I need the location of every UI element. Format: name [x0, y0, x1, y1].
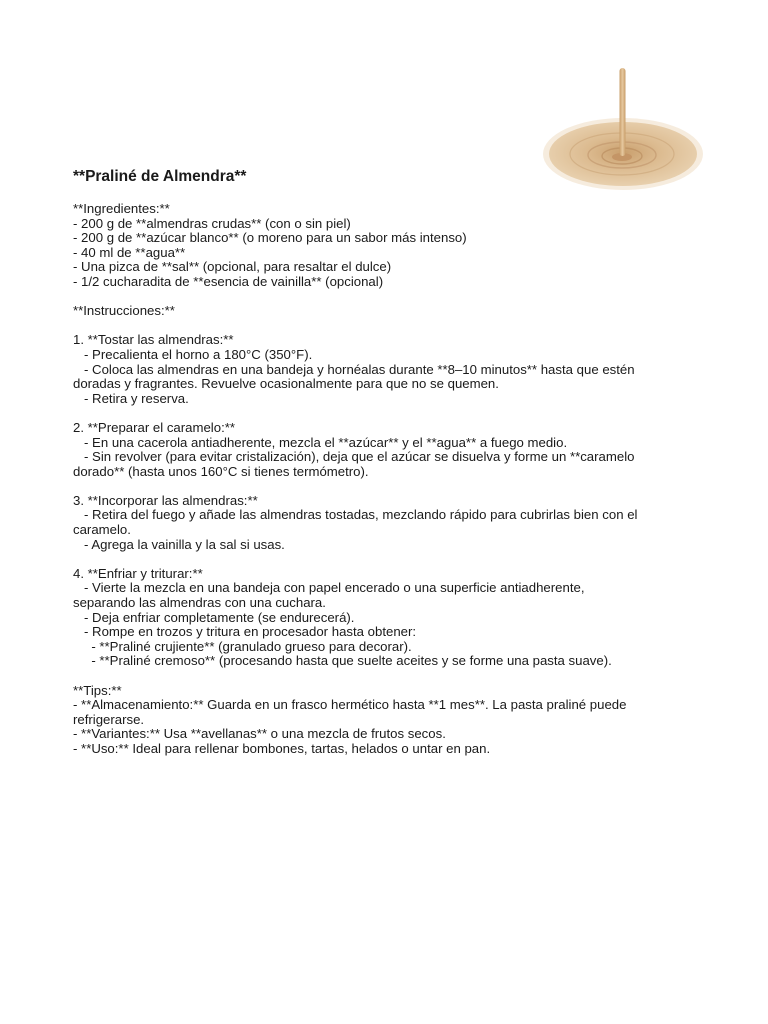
- recipe-line: **Tips:**: [73, 682, 122, 698]
- recipe-line: [73, 319, 713, 334]
- recipe-line: - Retira y reserva.: [73, 390, 189, 406]
- recipe-line: **Ingredientes:**: [73, 201, 170, 216]
- recipe-line: - Coloca las almendras en una bandeja y hornéalas durante **8–10 minutos** hasta que estén: [73, 361, 635, 377]
- recipe-line: - Retira del fuego y añade las almendras tostadas, mezclando rápido para cubrirlas bien con el: [73, 507, 638, 523]
- recipe-line: - Rompe en trozos y tritura en procesador hasta obtener:: [73, 624, 417, 640]
- recipe-line: caramelo.: [73, 522, 131, 538]
- recipe-line: - Una pizca de **sal** (opcional, para resaltar el dulce): [73, 259, 392, 275]
- recipe-line: - Deja enfriar completamente (se endurecerá).: [73, 609, 355, 625]
- recipe-line: doradas y fragrantes. Revuelve ocasionalmente para que no se quemen.: [73, 376, 499, 392]
- recipe-line: [73, 552, 713, 567]
- recipe-line: - **Uso:** Ideal para rellenar bombones, tartas, helados o untar en pan.: [73, 740, 491, 756]
- recipe-line: [73, 479, 713, 494]
- recipe-line: dorado** (hasta unos 160°C si tienes termómetro).: [73, 463, 369, 479]
- recipe-line: - **Variantes:** Usa **avellanas** o una mezcla de frutos secos.: [73, 726, 446, 742]
- recipe-body: [73, 202, 713, 757]
- recipe-line: - **Praliné cremoso** (procesando hasta que suelte aceites y se forme una pasta suave).: [73, 653, 612, 669]
- recipe-line: - **Praliné crujiente** (granulado grueso para decorar).: [73, 638, 412, 654]
- recipe-line: - 200 g de **azúcar blanco** (o moreno para un sabor más intenso): [73, 230, 467, 246]
- recipe-line: **Instrucciones:**: [73, 303, 175, 319]
- recipe-line: refrigerarse.: [73, 711, 145, 727]
- recipe-line: - 1/2 cucharadita de **esencia de vainilla** (opcional): [73, 273, 384, 289]
- recipe-title: **Praliné de Almendra**: [73, 168, 247, 185]
- recipe-document: [73, 168, 713, 757]
- recipe-line: - Agrega la vainilla y la sal si usas.: [73, 536, 285, 552]
- recipe-line: - Precalienta el horno a 180°C (350°F).: [73, 346, 313, 362]
- recipe-line: 1. **Tostar las almendras:**: [73, 332, 234, 348]
- recipe-line: 4. **Enfriar y triturar:**: [73, 565, 203, 581]
- recipe-line: separando las almendras con una cuchara.: [73, 595, 326, 611]
- recipe-line: - **Almacenamiento:** Guarda en un frasco hermético hasta **1 mes**. La pasta praliné puede: [73, 697, 627, 713]
- recipe-line: [73, 290, 713, 305]
- recipe-line: 2. **Preparar el caramelo:**: [73, 419, 235, 435]
- recipe-line: - En una cacerola antiadherente, mezcla el **azúcar** y el **agua** a fuego medio.: [73, 434, 568, 450]
- recipe-line: [73, 406, 713, 421]
- recipe-line: [73, 669, 713, 684]
- recipe-line: - Vierte la mezcla en una bandeja con papel encerado o una superficie antiadherente,: [73, 580, 585, 596]
- recipe-line: - Sin revolver (para evitar cristalización), deja que el azúcar se disuelva y forme un **caramelo: [73, 449, 635, 465]
- recipe-line: - 200 g de **almendras crudas** (con o sin piel): [73, 215, 351, 231]
- recipe-line: 3. **Incorporar las almendras:**: [73, 492, 258, 508]
- recipe-line: - 40 ml de **agua**: [73, 244, 186, 260]
